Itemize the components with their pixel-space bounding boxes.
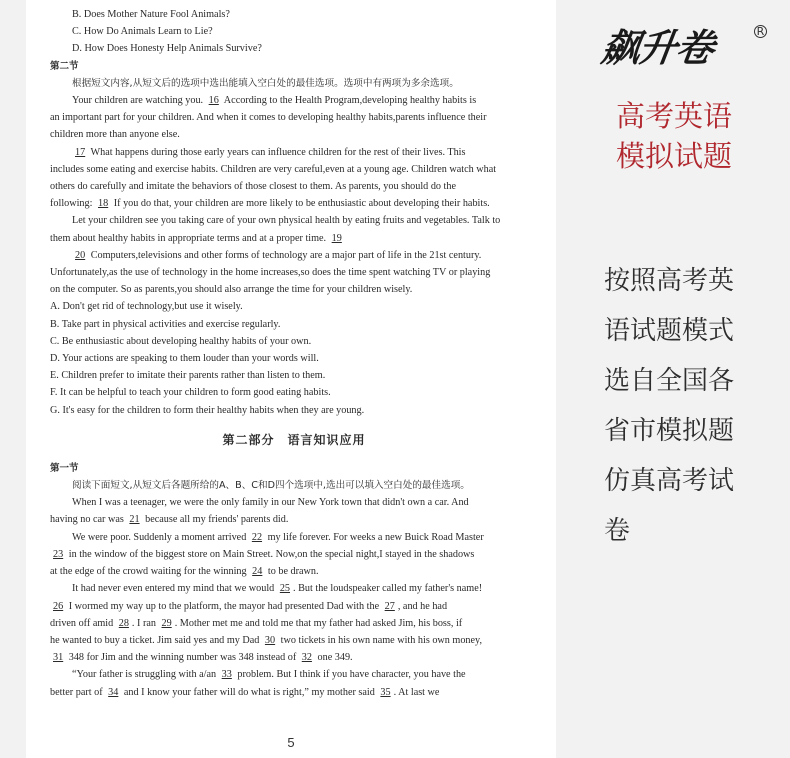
subject-line-2: 模拟试题 bbox=[615, 139, 732, 173]
story-line: It had never even entered my mind that we would 25 . But the loudspeaker called my father's name! bbox=[72, 583, 483, 595]
story-line: better part of 34 and I know your father will do what is right,” my mother said 35 . At last we bbox=[50, 686, 440, 698]
option-c-top: C. How Do Animals Learn to Lie? bbox=[72, 26, 213, 38]
section1-instruction: 阅读下面短文,从短文后各题所给的A、B、C和D四个选项中,选出可以填入空白处的最佳选项。 bbox=[72, 480, 470, 492]
story-line: “Your father is struggling with a/an 33 problem. But I think if you have character, you have the bbox=[72, 669, 466, 681]
story-line: driven off amid 28 . I ran 29 . Mother met me and told me that my father had asked Jim, his boss, if bbox=[50, 617, 463, 629]
blank-28: 28 bbox=[118, 617, 129, 629]
section2-instruction: 根据短文内容,从短文后的选项中选出能填入空白处的最佳选项。选项中有两项为多余选项。 bbox=[72, 77, 459, 89]
passage-line: 20 Computers,televisions and other forms of technology are a major part of life in the 21st century. bbox=[50, 247, 538, 264]
story-line: 26 I wormed my way up to the platform, the mayor had presented Dad with the 27 , and he had bbox=[50, 598, 538, 615]
desc-line: 省市模拟题 bbox=[604, 416, 735, 446]
choice-c: C. Be enthusiastic about developing healthy habits of your own. bbox=[50, 335, 312, 347]
passage-line: Let your children see you taking care of your own physical health by eating fruits and vegetables. Talk to bbox=[72, 215, 501, 227]
passage-line: 17 What happens during those early years can influence children for the rest of their lives. This bbox=[50, 144, 538, 161]
section2-heading: 第二节 bbox=[50, 60, 79, 72]
blank-24: 24 bbox=[252, 566, 263, 578]
blank-29: 29 bbox=[161, 617, 172, 629]
blank-20: 20 bbox=[75, 249, 86, 261]
story-line: having no car was 21 because all my friends' parents did. bbox=[50, 514, 289, 526]
passage-line: others do carefully and imitate the behaviors of those closest to them. As parents, you should do the bbox=[50, 181, 456, 193]
blank-17: 17 bbox=[75, 146, 86, 158]
passage-line: children more than anyone else. bbox=[50, 129, 180, 141]
blank-23: 23 bbox=[53, 548, 64, 560]
story-line: When I was a teenager, we were the only family in our New York town that didn't own a car. And bbox=[72, 497, 469, 509]
story-line: 23 in the window of the biggest store on Main Street. Now,on the special night,I stayed in the shadows bbox=[50, 546, 538, 563]
registered-trademark-icon: R bbox=[754, 25, 767, 38]
desc-line: 选自全国各 bbox=[604, 366, 735, 396]
passage-line: on the computer. So as parents,you should also arrange the time for your children wisely. bbox=[50, 284, 413, 296]
blank-27: 27 bbox=[384, 600, 395, 612]
passage-line: following: 18 If you do that, your children are more likely to be enthusiastic about developing their habits. bbox=[50, 198, 490, 210]
story-line: We were poor. Suddenly a moment arrived 22 my life forever. For weeks a new Buick Road Master bbox=[72, 531, 484, 543]
exam-page bbox=[26, 0, 556, 758]
story-line: he wanted to buy a ticket. Jim said yes and my Dad 30 two tickets in his own name with his own money, bbox=[50, 634, 483, 646]
passage-line: an important part for your children. And when it comes to developing healthy habits,parents influence their bbox=[50, 112, 487, 124]
desc-line: 卷 bbox=[604, 516, 631, 546]
blank-26: 26 bbox=[53, 600, 64, 612]
blank-18: 18 bbox=[98, 198, 109, 210]
subject-line-1: 高考英语 bbox=[615, 99, 732, 133]
choice-f: F. It can be helpful to teach your children to form good eating habits. bbox=[50, 387, 331, 399]
choice-b: B. Take part in physical activities and exercise regularly. bbox=[50, 318, 281, 330]
brand-logo bbox=[598, 20, 762, 76]
story-line: 31 348 for Jim and the winning number was 348 instead of 32 one 349. bbox=[50, 649, 538, 666]
blank-19: 19 bbox=[331, 232, 342, 244]
option-d-top: D. How Does Honesty Help Animals Survive? bbox=[72, 43, 262, 55]
choice-g: G. It's easy for the children to form their healthy habits when they are young. bbox=[50, 404, 365, 416]
blank-33: 33 bbox=[221, 669, 232, 681]
blank-30: 30 bbox=[264, 634, 276, 646]
page-number: 5 bbox=[287, 735, 295, 750]
blank-32: 32 bbox=[301, 652, 312, 664]
passage-line: them about healthy habits in appropriate terms and at a proper time. 19 bbox=[50, 230, 538, 247]
part2-title: 第二部分 语言知识应用 bbox=[222, 432, 366, 447]
passage-line: Your children are watching you. 16 According to the Health Program,developing healthy habits is bbox=[72, 95, 477, 107]
blank-16: 16 bbox=[208, 95, 219, 107]
passage-line: includes some eating and exercise habits. Children are very careful,even at a young age. Children watch what bbox=[50, 163, 497, 175]
blank-31: 31 bbox=[53, 652, 64, 664]
choice-d: D. Your actions are speaking to them louder than your words will. bbox=[50, 353, 319, 365]
description bbox=[604, 256, 764, 556]
blank-22: 22 bbox=[251, 531, 263, 543]
desc-line: 语试题模式 bbox=[604, 316, 735, 346]
desc-line: 仿真高考试 bbox=[604, 466, 735, 496]
passage-line: Unfortunately,as the use of technology in the home increases,so does the time spent watching TV or playing bbox=[50, 267, 491, 279]
story-line: at the edge of the crowd waiting for the winning 24 to be drawn. bbox=[50, 566, 319, 578]
section1-heading: 第一节 bbox=[50, 462, 79, 474]
choice-e: E. Children prefer to imitate their parents rather than listen to them. bbox=[50, 370, 326, 382]
choice-a: A. Don't get rid of technology,but use it wisely. bbox=[50, 301, 243, 313]
subject-title bbox=[558, 96, 790, 176]
option-b-top: B. Does Mother Nature Fool Animals? bbox=[72, 9, 230, 20]
promo-sidebar bbox=[558, 0, 790, 758]
logo-text: 飙升卷 bbox=[598, 26, 717, 70]
desc-line: 按照高考英 bbox=[604, 266, 735, 296]
blank-25: 25 bbox=[279, 583, 291, 595]
blank-35: 35 bbox=[380, 686, 391, 698]
blank-34: 34 bbox=[108, 686, 119, 698]
blank-21: 21 bbox=[129, 514, 140, 526]
